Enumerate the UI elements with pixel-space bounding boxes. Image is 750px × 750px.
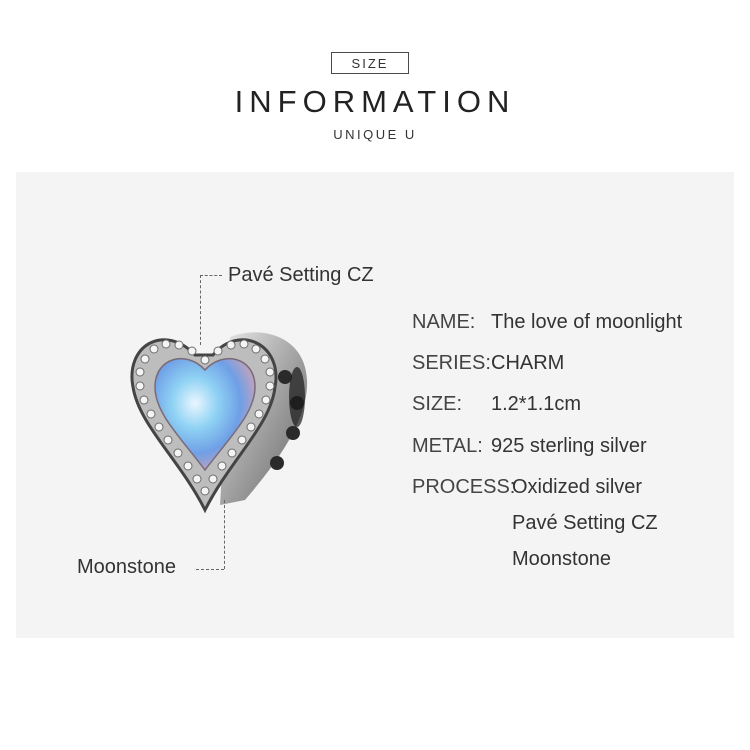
brand-subtitle: UNIQUE U (333, 127, 417, 142)
spec-row-series (412, 352, 491, 375)
spec-value-size: 1.2*1.1cm (491, 393, 582, 415)
spec-value-metal: 925 sterling silver (491, 435, 647, 457)
callout-bottom-leader-h (196, 569, 224, 570)
spec-value-name: The love of moonlight (491, 311, 683, 333)
spec-label: PROCESS: (412, 476, 516, 498)
callout-top-leader-v (200, 275, 201, 345)
spec-row-name (412, 311, 475, 334)
spec-value-series: CHARM (491, 352, 565, 374)
page-title: INFORMATION (234, 84, 516, 119)
spec-label: METAL: (412, 435, 483, 457)
callout-moonstone: Moonstone (77, 556, 176, 578)
spec-row-size (412, 393, 462, 416)
spec-label: SIZE: (412, 393, 463, 415)
callout-bottom-leader-v (224, 500, 225, 569)
spec-row-metal (412, 435, 483, 458)
callout-pave-setting: Pavé Setting CZ (228, 264, 374, 286)
size-badge: SIZE (331, 52, 409, 74)
spec-row-process (412, 476, 515, 499)
spec-label: NAME: (412, 311, 476, 333)
spec-value-process: Oxidized silver (512, 476, 643, 498)
spec-value-process-3: Moonstone (512, 548, 611, 570)
product-image (125, 325, 325, 525)
spec-value-process-2: Pavé Setting CZ (512, 512, 658, 534)
spec-label: SERIES: (412, 352, 491, 374)
callout-top-leader-h (200, 275, 222, 276)
